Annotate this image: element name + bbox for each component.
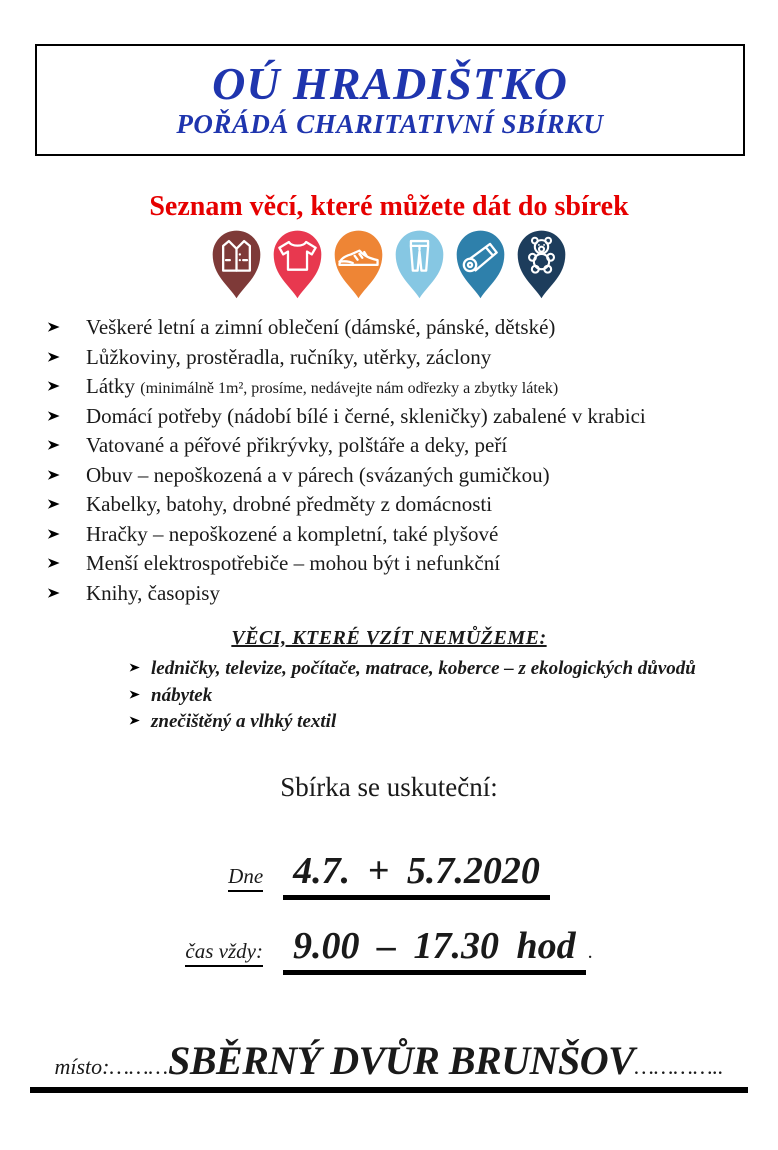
category-icons-row xyxy=(0,224,778,302)
time-suffix: . xyxy=(587,940,593,963)
item-text: Domácí potřeby (nádobí bílé i černé, skleničky) zabalené v krabici xyxy=(86,403,646,428)
tshirt-icon xyxy=(267,224,328,302)
item-text: Vatované a péřové přikrývky, polštáře a deky, peří xyxy=(86,433,508,457)
item-text: Látky (minimálně 1m², prosíme, nedávejte nám odřezky a zbytky látek) xyxy=(86,374,559,398)
list-item xyxy=(128,656,778,683)
date-row xyxy=(0,849,778,900)
item-text: znečištěný a vlhký textil xyxy=(151,711,337,732)
arrow-bullet-icon xyxy=(46,587,62,599)
list-item xyxy=(46,373,758,403)
flyer-page xyxy=(0,44,778,1150)
item-text: Lůžkoviny, prostěradla, ručníky, utěrky, záclony xyxy=(86,344,492,369)
place-trailing-dots: ………….. xyxy=(634,1053,724,1079)
item-text: nábytek xyxy=(151,684,213,706)
time-label: čas vždy: xyxy=(185,939,263,967)
arrow-bullet-icon xyxy=(46,439,62,451)
accepted-heading: Seznam věcí, které můžete dát do sbírek xyxy=(149,191,629,222)
item-text: Menší elektrospotřebiče – mohou být i nefunkční xyxy=(86,551,501,575)
item-text: ledničky, televize, počítače, matrace, koberce – z ekologických důvodů xyxy=(151,658,696,679)
list-item xyxy=(128,683,778,710)
coat-icon xyxy=(206,224,267,302)
arrow-bullet-icon xyxy=(128,689,142,700)
page-subtitle: POŘÁDÁ CHARITATIVNÍ SBÍRKU xyxy=(176,108,604,139)
list-item xyxy=(46,344,758,374)
date-label: Dne xyxy=(228,864,263,892)
accepted-items-list xyxy=(0,314,778,609)
pants-icon xyxy=(389,224,450,302)
time-value: 9.00 – 17.30 hod xyxy=(283,924,586,975)
teddy-bear-icon xyxy=(511,224,572,302)
arrow-bullet-icon xyxy=(128,715,142,726)
list-item xyxy=(46,403,758,433)
item-text: Obuv – nepoškozená a v párech (svázaných gumičkou) xyxy=(86,462,550,487)
list-item xyxy=(46,491,758,521)
fabric-roll-icon xyxy=(450,224,511,302)
time-row xyxy=(0,924,778,975)
item-text: Kabelky, batohy, drobné předměty z domácnosti xyxy=(86,492,493,516)
arrow-bullet-icon xyxy=(46,351,62,363)
list-item xyxy=(46,580,758,610)
excluded-heading: VĚCI, KTERÉ VZÍT NEMŮŽEME: xyxy=(231,627,547,649)
page-title: OÚ HRADIŠTKO xyxy=(212,58,568,110)
arrow-bullet-icon xyxy=(46,321,62,333)
arrow-bullet-icon xyxy=(46,557,62,569)
arrow-bullet-icon xyxy=(46,380,62,392)
sneaker-icon xyxy=(328,224,389,302)
list-item xyxy=(46,432,758,462)
list-item xyxy=(46,314,758,344)
arrow-bullet-icon xyxy=(46,469,62,481)
schedule-intro: Sbírka se uskuteční: xyxy=(280,771,498,802)
header-box xyxy=(35,44,745,156)
arrow-bullet-icon xyxy=(46,498,62,510)
list-item xyxy=(46,462,758,492)
arrow-bullet-icon xyxy=(46,528,62,540)
item-text: Veškeré letní a zimní oblečení (dámské, pánské, dětské) xyxy=(86,315,556,339)
place-label: místo: xyxy=(54,1053,110,1079)
list-item xyxy=(128,709,778,736)
arrow-bullet-icon xyxy=(128,662,142,673)
place-row xyxy=(30,1037,748,1093)
list-item xyxy=(46,550,758,580)
list-item xyxy=(46,521,758,551)
item-text: Knihy, časopisy xyxy=(86,580,220,605)
place-leading-dots: ……… xyxy=(109,1053,169,1079)
arrow-bullet-icon xyxy=(46,410,62,422)
place-value: SBĚRNÝ DVŮR BRUNŠOV xyxy=(168,1037,635,1083)
date-value: 4.7. + 5.7.2020 xyxy=(283,849,550,900)
item-text: Hračky – nepoškozené a kompletní, také plyšové xyxy=(86,521,499,546)
excluded-items-list xyxy=(128,656,778,736)
